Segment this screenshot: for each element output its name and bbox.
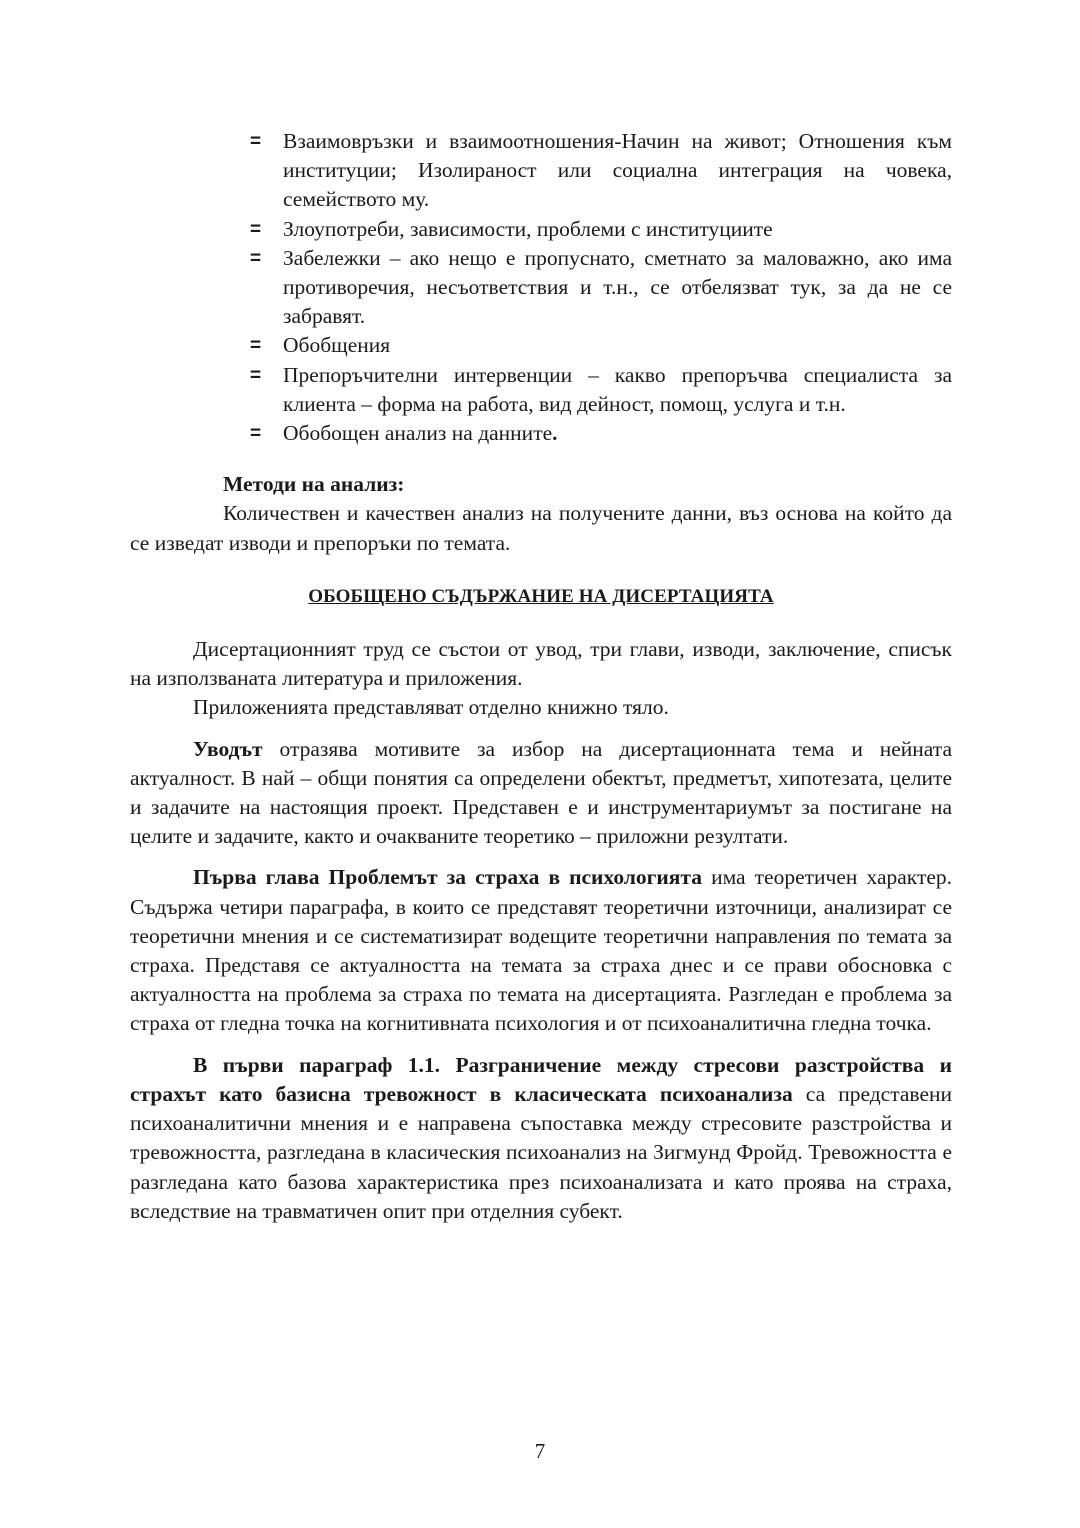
list-item xyxy=(250,361,952,419)
bullet-mark: = xyxy=(250,218,262,240)
list-item xyxy=(250,127,952,215)
list-item xyxy=(250,419,952,448)
list-item xyxy=(250,244,952,332)
bullet-list xyxy=(250,127,952,448)
list-item-text: Злоупотреби, зависимости, проблеми с институциите xyxy=(283,216,773,241)
list-item-text: Взаимовръзки и взаимоотношения-Начин на живот; Отношения към институции; Изолираност или социална интеграция на човека, семейството му. xyxy=(283,129,952,212)
list-item-text: Обобощен анализ на данните xyxy=(283,421,553,446)
page-number: 7 xyxy=(534,1439,546,1463)
document-page xyxy=(130,127,952,1226)
bullet-mark: = xyxy=(250,247,262,269)
list-item xyxy=(250,215,952,244)
paragraph-1-1-bold: В първи параграф 1.1. Разграничение между стресови разстройства и страхът като базисна тревожност в класическата психоанализа xyxy=(130,1052,952,1106)
list-item xyxy=(250,331,952,360)
structure-paragraph: Дисертационният труд се състои от увод, три глави, изводи, заключение, списък на използваната литература и приложения. xyxy=(130,637,952,691)
section-heading: ОБОБЩЕНО СЪДЪРЖАНИЕ НА ДИСЕРТАЦИЯТА xyxy=(308,585,774,607)
bullet-mark: = xyxy=(250,335,262,357)
methods-paragraph: Количествен и качествен анализ на получените данни, въз основа на който да се изведат изводи и препоръки по темата. xyxy=(130,501,952,555)
chapter1-bold: Първа глава Проблемът за страха в психологията xyxy=(193,865,703,890)
chapter1-text: има теоретичен характер. Съдържа четири параграфа, в които се представят теоретични източници, анализират се теоретични мнения и се систематизират водещите теоретични направления по темата за страха. Представя се актуалността на темата за страха днес и се прави обосновка с актуалността на проблема за страха по темата на дисертацията. Разгледан е проблема за страха от гледна точка на когнитивната психология и от психоаналитична гледна точка. xyxy=(130,865,953,1036)
bullet-mark: = xyxy=(250,364,262,386)
bullet-mark: = xyxy=(250,423,262,445)
intro-bold: Уводът xyxy=(193,736,263,761)
intro-text: отразява мотивите за избор на дисертационната тема и нейната актуалност. В най – общи понятия са определени обектът, предметът, хипотезата, целите и задачите на настоящия проект. Представен е и инструментариумът за постигане на целите и задачите, както и очакваните теоретико – приложни резултати. xyxy=(130,736,952,849)
paragraph-1-1 xyxy=(130,1051,952,1226)
list-item-text: Препоръчителни интервенции – какво препоръчва специалиста за клиента – форма на работа, вид дейност, помощ, услуга и т.н. xyxy=(283,362,952,416)
intro-paragraph xyxy=(130,735,952,852)
paragraph-1-1-text: са представени психоаналитични мнения и е направена съпоставка между стресовите разстройства и тревожността, разгледана в класическия психоанализ на Зигмунд Фройд. Тревожността е разгледана като базова характеристика през психоанализата и като проява на страха, вследствие на травматичен опит при отделния субект. xyxy=(130,1081,952,1223)
methods-title: Методи на анализ: xyxy=(223,472,405,497)
appendices-paragraph: Приложенията представляват отделно книжно тяло. xyxy=(193,695,669,720)
list-item-text: Обобщения xyxy=(283,333,391,358)
list-item-text: Забележки – ако нещо е пропуснато, сметнато за маловажно, ако има противоречия, несъответствия и т.н., се отбелязват тук, за да не се забравят. xyxy=(283,245,952,329)
chapter1-paragraph xyxy=(130,863,952,1038)
bullet-mark: = xyxy=(250,131,262,152)
list-item-end: . xyxy=(552,421,558,446)
